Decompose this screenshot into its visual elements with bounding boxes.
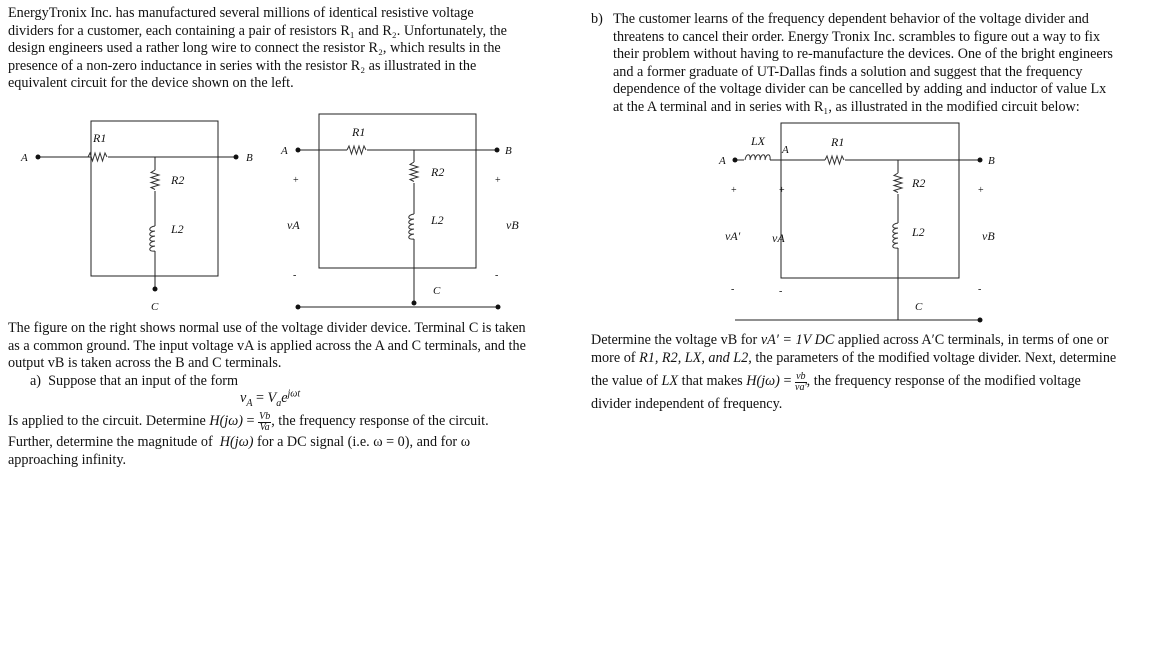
resistor-r2 — [410, 162, 418, 182]
fraction-numerator: Vb — [259, 410, 271, 422]
device-box — [319, 114, 476, 268]
part-b-line: dependence of the voltage divider can be cancelled by adding and inductor of value Lx — [613, 81, 1107, 97]
fraction-denominator: va′ — [795, 381, 807, 393]
question-text: that makes — [681, 373, 743, 390]
terminal-b — [234, 155, 239, 160]
fraction-numerator: vb — [796, 370, 806, 382]
minus-sign-a: - — [293, 270, 297, 281]
label-a-prime: A — [719, 155, 726, 167]
terminal-c — [153, 287, 158, 292]
ground-right — [496, 305, 501, 310]
terminal-b — [495, 148, 500, 153]
label-lx: LX — [751, 134, 766, 148]
label-b: B — [246, 152, 253, 164]
part-b-line: and a former graduate of UT-Dallas finds a solution and suggest that the frequency — [613, 63, 1083, 80]
minus-sign-a-prime: - — [731, 284, 735, 295]
device-box — [781, 123, 959, 278]
label-b: B — [988, 155, 995, 167]
label-b: B — [505, 145, 512, 157]
part-a-equation: $v_A = V_ae^{j\omega t}$ — [240, 388, 301, 409]
intro-line: presence of a non-zero inductance in series with the resistor R₂ as illustrated in the — [8, 57, 477, 74]
plus-sign-a: + — [779, 185, 785, 196]
transfer-function: H(jω) — [746, 373, 780, 390]
minus-sign-b: - — [495, 270, 499, 281]
part-a-text-post: for a DC signal (i.e. ω = 0), and for ω — [257, 434, 471, 450]
circuit-device-equivalent — [20, 121, 253, 313]
intro-line: design engineers used a rather long wire to connect the resistor R₂, which results in the — [8, 40, 501, 56]
label-a: A — [281, 145, 288, 157]
question-math: LX — [661, 373, 679, 390]
inductor-l2 — [409, 214, 414, 239]
label-l2: L2 — [912, 225, 925, 239]
resistor-r2 — [151, 170, 159, 190]
part-a-text: Suppose that an input of the form — [48, 373, 239, 389]
question-text: the parameters of the modified voltage divider. Next, determine — [755, 350, 1117, 366]
question-math: vA′ = 1V DC — [760, 332, 835, 348]
ground-right — [978, 318, 983, 323]
label-va: vA — [772, 231, 785, 245]
terminal-c — [412, 301, 417, 306]
question-text: more of — [591, 350, 636, 366]
label-l2: L2 — [431, 213, 444, 227]
label-c: C — [433, 285, 441, 297]
intro-line: dividers for a customer, each containing a pair of resistors R₁ and R₂. Unfortunately, the — [8, 22, 507, 39]
circuit-modified — [718, 123, 995, 323]
question-text: , the frequency response of the modified voltage — [806, 373, 1081, 390]
inductor-lx — [745, 155, 770, 160]
transfer-function: H(jω) — [219, 434, 254, 450]
plus-sign-a: + — [293, 175, 299, 186]
label-r1: R1 — [831, 135, 845, 149]
label-c: C — [151, 301, 159, 313]
label-r2: R2 — [912, 176, 926, 190]
question-math: R1, R2, LX, and L2, — [639, 350, 752, 366]
resistor-r1 — [825, 156, 844, 164]
description-line: as a common ground. The input voltage vA is applied across the A and C terminals, and the — [8, 337, 526, 354]
terminal-a — [36, 155, 41, 160]
ground-left — [296, 305, 301, 310]
part-a-text-post: , the frequency response of the circuit. — [271, 413, 489, 430]
question-line: the value of LX that makes H(jω) = $\frac{vb}{va'}$ , the frequency response of the modified voltage — [591, 370, 1081, 393]
question-text: applied across A′C terminals, in terms of one or — [837, 332, 1109, 348]
label-r1: R1 — [352, 125, 366, 139]
plus-sign-a-prime: + — [731, 185, 737, 196]
part-a-text-pre: Is applied to the circuit. Determine — [8, 413, 206, 430]
plus-sign-b: + — [978, 185, 984, 196]
part-a-line: Is applied to the circuit. Determine H(jω) = $\frac{Vb}{Va}$ , the frequency response of the circuit. — [8, 410, 489, 433]
circuit-normal-use — [280, 114, 519, 310]
question-text: Determine the voltage vB for — [591, 332, 758, 348]
description-line: output vB is taken across the B and C terminals. — [8, 355, 282, 371]
question-line: divider independent of frequency. — [591, 396, 783, 412]
inductor-l2 — [893, 223, 898, 248]
intro-line: equivalent circuit for the device shown on the left. — [8, 75, 294, 91]
label-l2: L2 — [171, 222, 184, 236]
terminal-a-prime — [733, 158, 738, 163]
transfer-function: H(jω) — [209, 413, 243, 430]
label-c: C — [915, 301, 923, 313]
question-text: the value of — [591, 373, 658, 390]
description-line: The figure on the right shows normal use of the voltage divider device. Terminal C is taken — [8, 320, 526, 336]
part-b-line: at the A terminal and in series with R₁, as illustrated in the modified circuit below: — [613, 98, 1080, 115]
label-va-prime: vA′ — [725, 229, 741, 243]
part-b-line: The customer learns of the frequency dependent behavior of the voltage divider and — [613, 11, 1089, 27]
part-b-label: b) — [591, 11, 603, 27]
part-b-line: their problem without having to re-manufacture the devices. One of the bright engineers — [613, 46, 1113, 62]
part-b-line: threatens to cancel their order. Energy Tronix Inc. scrambles to figure out a way to fix — [613, 28, 1101, 45]
minus-sign-a: - — [779, 286, 783, 297]
label-r2: R2 — [431, 165, 445, 179]
fraction-denominator: Va — [259, 421, 270, 433]
intro-line: EnergyTronix Inc. has manufactured several millions of identical resistive voltage — [8, 5, 474, 21]
resistor-r2 — [894, 173, 902, 193]
terminal-a — [296, 148, 301, 153]
label-va: vA — [287, 218, 300, 232]
label-a: A — [21, 152, 28, 164]
minus-sign-b: - — [978, 284, 982, 295]
part-a-line: approaching infinity. — [8, 451, 127, 468]
label-vb: vB — [506, 218, 519, 232]
inductor-l2 — [150, 226, 155, 251]
plus-sign-b: + — [495, 175, 501, 186]
label-r2: R2 — [171, 173, 185, 187]
resistor-r1 — [347, 146, 366, 154]
label-vb: vB — [982, 229, 995, 243]
terminal-b — [978, 158, 983, 163]
label-r1: R1 — [93, 131, 107, 145]
label-a: A — [782, 144, 789, 156]
part-a-label: a) — [30, 373, 42, 389]
part-a-text-pre: Further, determine the magnitude of — [8, 434, 213, 450]
